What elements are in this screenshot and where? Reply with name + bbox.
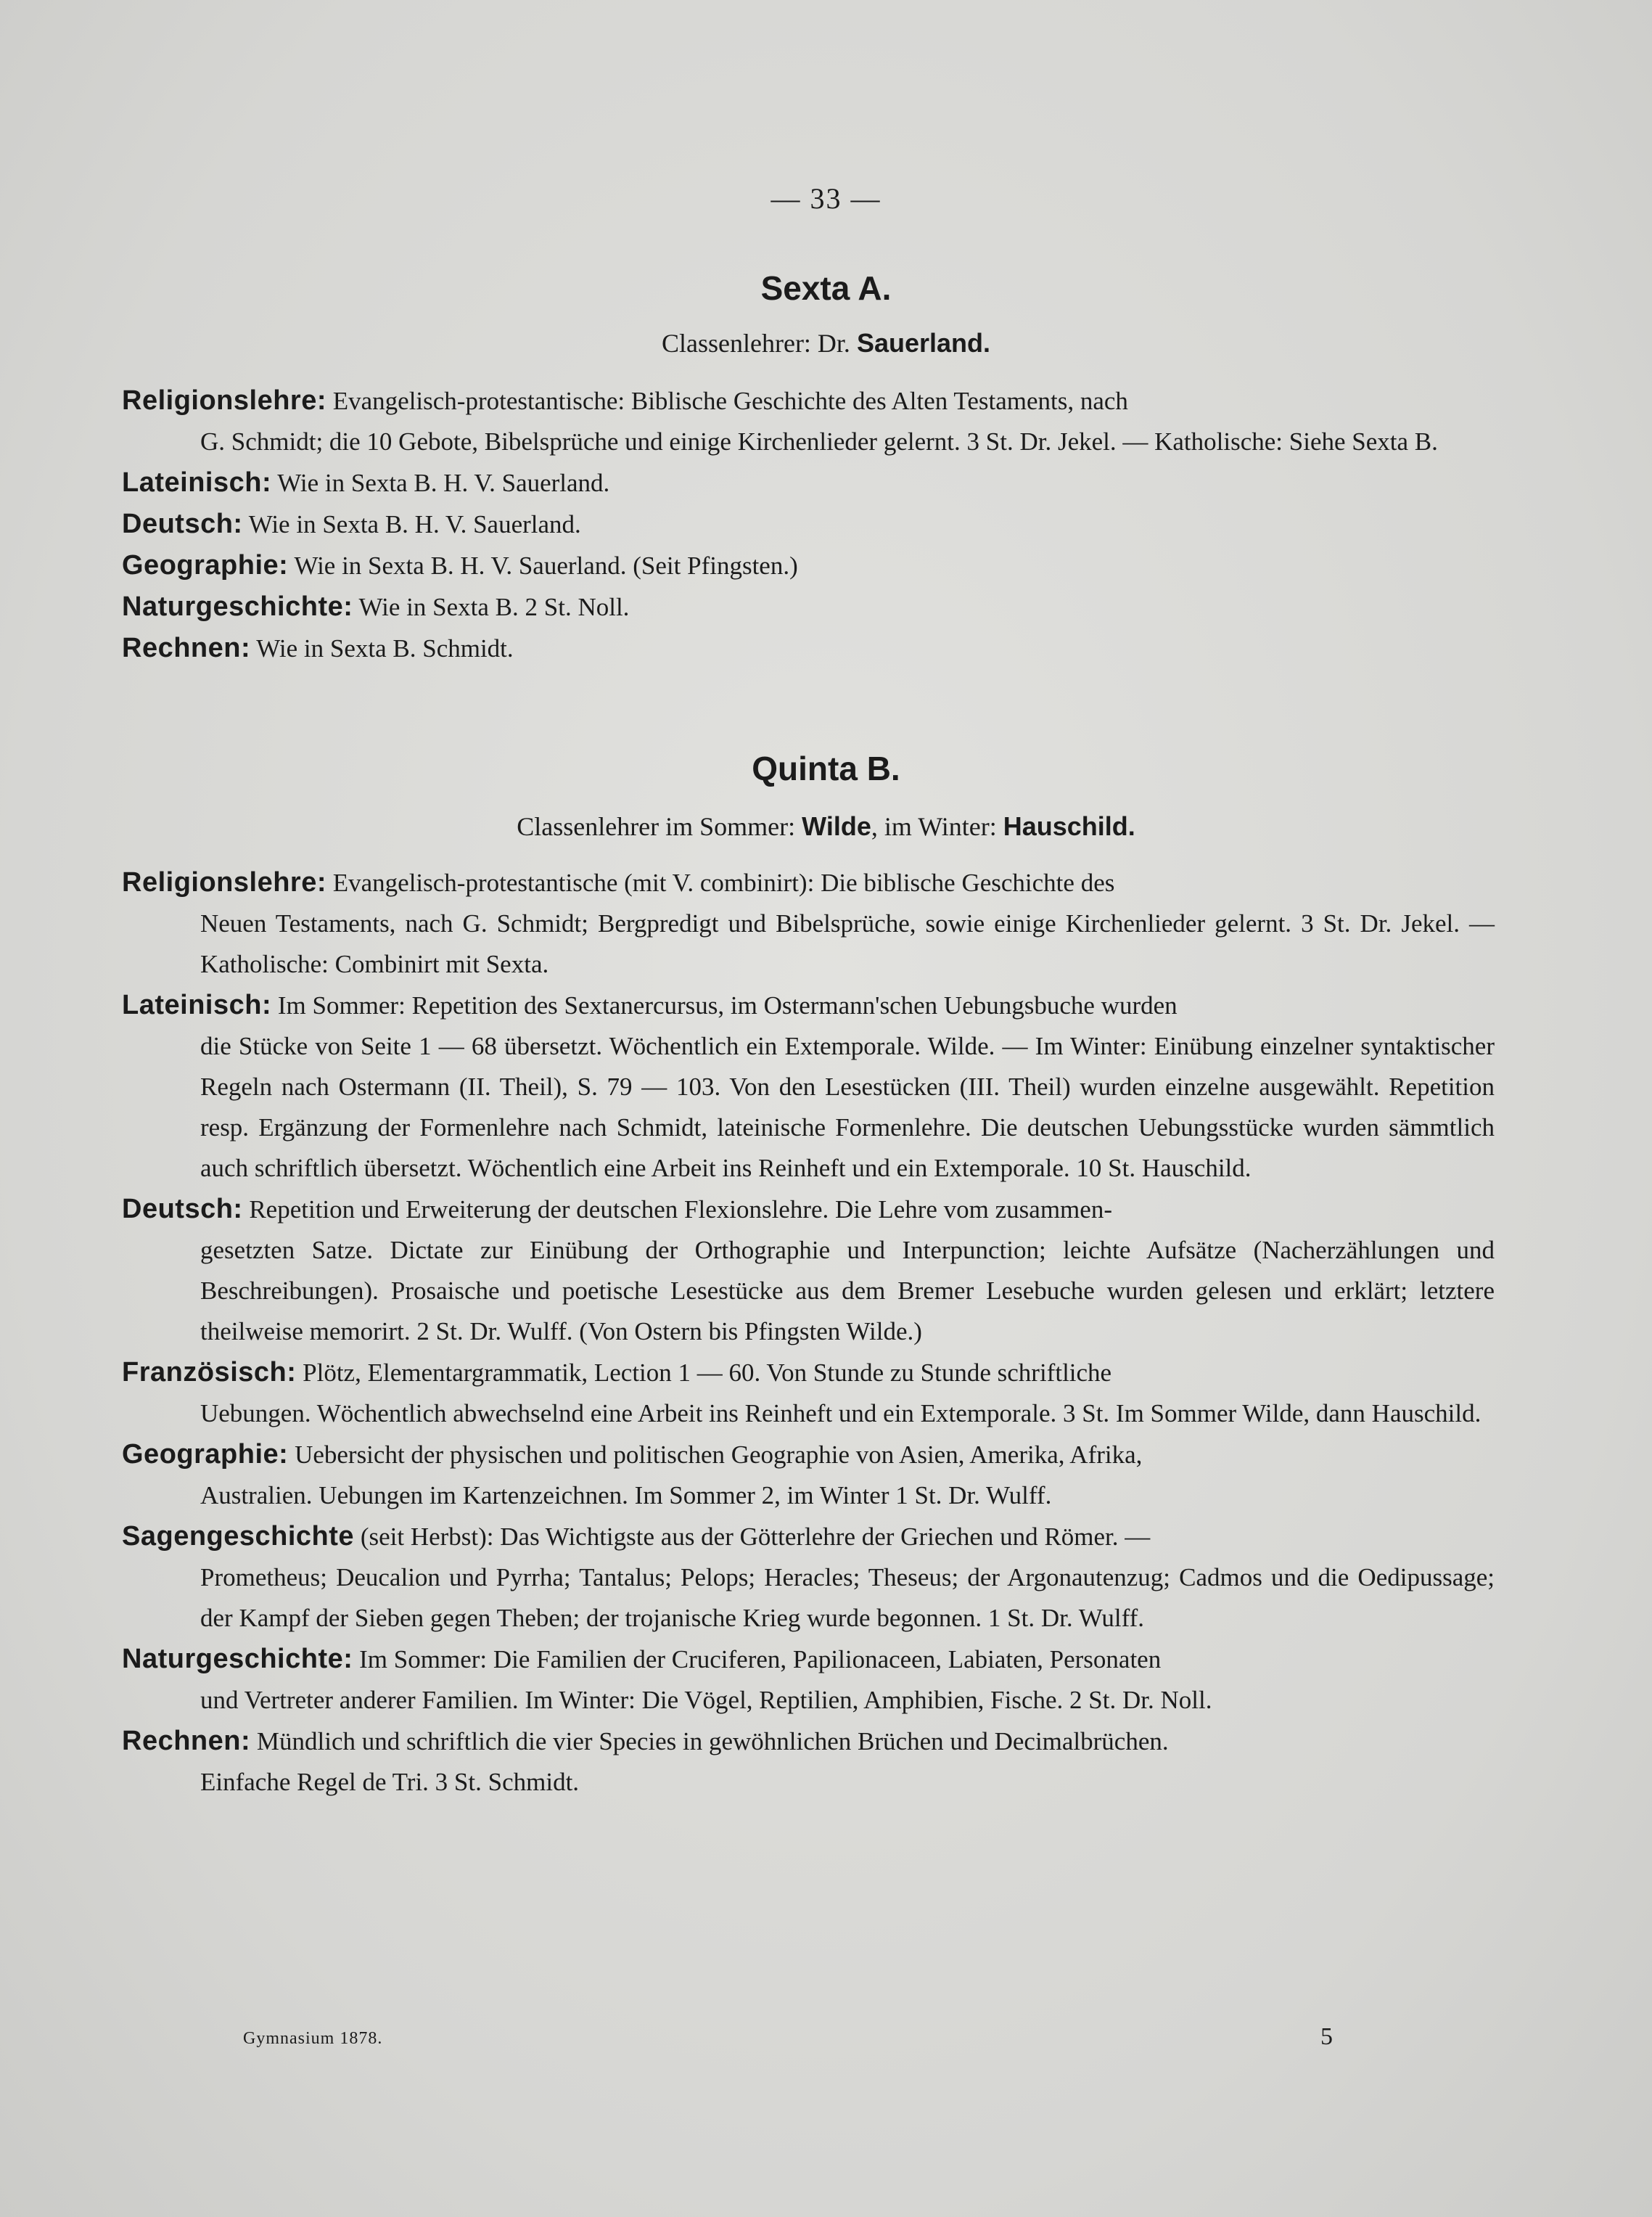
- subject-text-continued: G. Schmidt; die 10 Gebote, Bibelsprüche und einige Kirchenlieder gelernt. 3 St. Dr. Jekel. — Katholische: Siehe Sexta B.: [200, 427, 1438, 456]
- class-teacher-name-summer: Wilde: [802, 811, 871, 841]
- subject-entry: [122, 504, 1495, 545]
- class-teacher-label-winter: , im Winter:: [871, 812, 1003, 841]
- subject-heading: Religionslehre:: [122, 385, 326, 416]
- subject-text-continued: und Vertreter anderer Familien. Im Winter: Die Vögel, Reptilien, Amphibien, Fische. 2 St. Dr. Noll.: [200, 1686, 1212, 1714]
- subject-entry: [122, 545, 1495, 586]
- footer-sheet-number: 5: [1320, 2023, 1333, 2050]
- footer-signature: Gymnasium 1878.: [243, 2029, 383, 2048]
- subject-text: Repetition und Erweiterung der deutschen Flexionslehre. Die Lehre vom zusammen-: [249, 1195, 1112, 1224]
- subject-heading: Religionslehre:: [122, 867, 326, 898]
- subject-entry: [122, 1721, 1495, 1803]
- subject-text: Mündlich und schriftlich die vier Species in gewöhnlichen Brüchen und Decimalbrüchen.: [256, 1727, 1169, 1755]
- subject-text: Wie in Sexta B. Schmidt.: [256, 634, 514, 663]
- subject-heading: Lateinisch:: [122, 467, 272, 498]
- section-title-quinta-b: Quinta B.: [752, 750, 900, 787]
- sexta-a-subjects: [122, 380, 1495, 669]
- subject-entry: [122, 985, 1495, 1189]
- subject-text-continued: Uebungen. Wöchentlich abwechselnd eine Arbeit ins Reinheft und ein Extemporale. 3 St. Im Sommer Wilde, dann Hauschild.: [200, 1399, 1482, 1427]
- subject-heading: Geographie:: [122, 550, 289, 581]
- subject-text: Plötz, Elementargrammatik, Lection 1 — 60. Von Stunde zu Stunde schriftliche: [303, 1359, 1112, 1387]
- subject-text: Wie in Sexta B. H. V. Sauerland.: [277, 469, 610, 497]
- subject-entry: [122, 1189, 1495, 1352]
- subject-heading: Französisch:: [122, 1357, 297, 1388]
- subject-text: Evangelisch-protestantische: Biblische Geschichte des Alten Testaments, nach: [332, 387, 1128, 415]
- subject-heading: Lateinisch:: [122, 990, 272, 1020]
- subject-text: Uebersicht der physischen und politischen Geographie von Asien, Amerika, Afrika,: [295, 1441, 1143, 1469]
- class-teacher-quinta-b: [0, 811, 1652, 842]
- subject-text: Im Sommer: Repetition des Sextanercursus, im Ostermann'schen Uebungsbuche wurden: [277, 991, 1178, 1020]
- subject-entry: [122, 862, 1495, 985]
- subject-entry: [122, 380, 1495, 462]
- subject-heading: Geographie:: [122, 1439, 289, 1470]
- subject-text-continued: Australien. Uebungen im Kartenzeichnen. Im Sommer 2, im Winter 1 St. Dr. Wulff.: [200, 1481, 1052, 1509]
- subject-heading: Rechnen:: [122, 1726, 251, 1756]
- class-teacher-sexta-a: [0, 328, 1652, 358]
- subject-heading: Deutsch:: [122, 1194, 243, 1224]
- subject-heading: Deutsch:: [122, 509, 243, 539]
- subject-heading: Naturgeschichte:: [122, 591, 353, 622]
- subject-heading: Naturgeschichte:: [122, 1644, 353, 1674]
- class-teacher-label: Classenlehrer im Sommer:: [517, 812, 802, 841]
- class-teacher-label: Classenlehrer: Dr.: [662, 329, 857, 358]
- subject-text-continued: Neuen Testaments, nach G. Schmidt; Bergpredigt und Bibelsprüche, sowie einige Kirchenlieder gelernt. 3 St. Dr. Jekel. — Katholische: Combinirt mit Sexta.: [200, 909, 1495, 978]
- subject-text: Evangelisch-protestantische (mit V. combinirt): Die biblische Geschichte des: [332, 869, 1115, 897]
- page-number: — 33 —: [770, 182, 882, 215]
- subject-text: Im Sommer: Die Familien der Cruciferen, Papilionaceen, Labiaten, Personaten: [359, 1645, 1162, 1673]
- subject-entry: [122, 586, 1495, 628]
- subject-entry: [122, 628, 1495, 669]
- subject-text-continued: gesetzten Satze. Dictate zur Einübung der Orthographie und Interpunction; leichte Aufsätze (Nacherzählungen und Beschreibungen). Prosaische und poetische Lesestücke aus dem Bremer Lesebuche wurden gelesen und erklärt; letztere theilweise memorirt. 2 St. Dr. Wulff. (Von Ostern bis Pfingsten Wilde.): [200, 1236, 1495, 1345]
- subject-text-continued: die Stücke von Seite 1 — 68 übersetzt. Wöchentlich ein Extemporale. Wilde. — Im Winter: Einübung einzelner syntaktischer Regeln nach Ostermann (II. Theil), S. 79 — 103. Von den Lesestücken (III. Theil) wurden einzelne ausgewählt. Repetition resp. Ergänzung der Formenlehre nach Schmidt, lateinische Formenlehre. Die deutschen Uebungsstücke wurden sämmtlich auch schriftlich übersetzt. Wöchentlich eine Arbeit ins Reinheft und ein Extemporale. 10 St. Hauschild.: [200, 1032, 1495, 1182]
- subject-entry: [122, 1352, 1495, 1434]
- quinta-b-subjects: [122, 862, 1495, 1803]
- subject-text-continued: Einfache Regel de Tri. 3 St. Schmidt.: [200, 1768, 580, 1796]
- subject-text: Wie in Sexta B. H. V. Sauerland.: [248, 510, 581, 538]
- subject-text: (seit Herbst): Das Wichtigste aus der Götterlehre der Griechen und Römer. —: [360, 1523, 1151, 1551]
- class-teacher-name-winter: Hauschild.: [1003, 811, 1135, 841]
- subject-entry: [122, 1434, 1495, 1516]
- subject-heading: Rechnen:: [122, 633, 251, 663]
- subject-heading: Sagengeschichte: [122, 1521, 355, 1552]
- subject-entry: [122, 1639, 1495, 1721]
- subject-text-continued: Prometheus; Deucalion und Pyrrha; Tantalus; Pelops; Heracles; Theseus; der Argonautenzug; Cadmos und die Oedipussage; der Kampf der Sieben gegen Theben; der trojanische Krieg wurde begonnen. 1 St. Dr. Wulff.: [200, 1563, 1495, 1632]
- subject-entry: [122, 1516, 1495, 1639]
- class-teacher-name: Sauerland.: [856, 328, 990, 358]
- section-title-sexta-a: Sexta A.: [760, 269, 892, 307]
- subject-entry: [122, 462, 1495, 504]
- subject-text: Wie in Sexta B. 2 St. Noll.: [358, 593, 630, 621]
- subject-text: Wie in Sexta B. H. V. Sauerland. (Seit Pfingsten.): [294, 552, 798, 580]
